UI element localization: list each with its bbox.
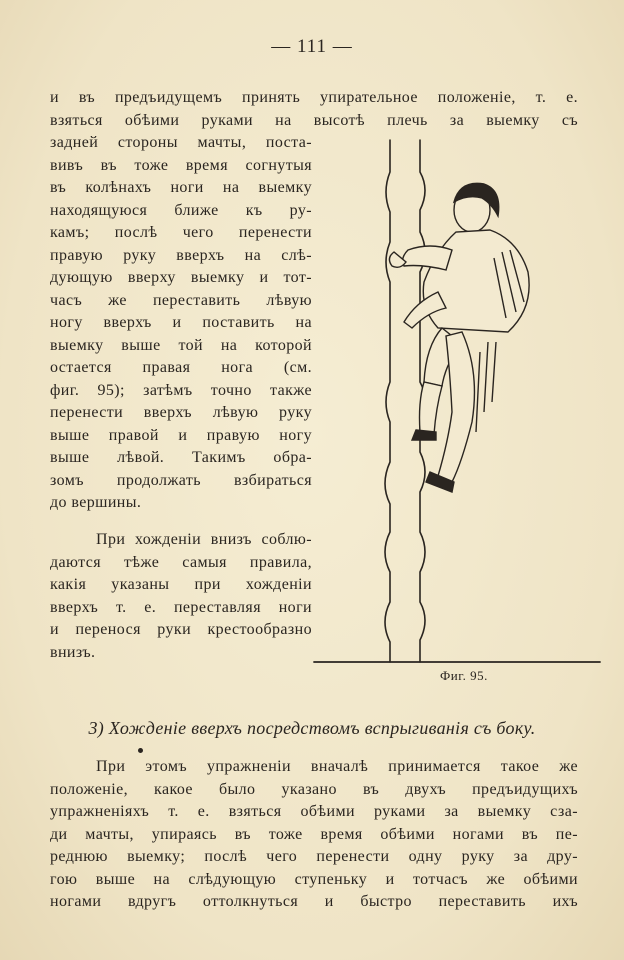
text-line: фиг. 95); затѣмъ точно также xyxy=(50,381,312,399)
text-line: При хожденiи внизъ соблю- xyxy=(96,531,312,548)
text-line: правую руку вверхъ на слѣ- xyxy=(50,246,312,264)
text-line: до вершины. xyxy=(50,494,142,511)
text-line: даются тѣже самыя правила, xyxy=(50,553,312,571)
text-line: остается правая нога (см. xyxy=(50,359,312,376)
text-line: выемку выше той на которой xyxy=(50,336,312,354)
paragraph-section-3 xyxy=(50,756,578,914)
text-line: задней стороны мачты, поста- xyxy=(50,134,312,151)
text-line: перенести вверхъ лѣвую руку xyxy=(50,404,312,421)
text-line: какiя указаны при хожденiи xyxy=(50,576,312,593)
text-line: камъ; послѣ чего перенести xyxy=(50,224,312,241)
text-line: дующую вверху выемку и тот- xyxy=(50,269,312,286)
text-line: и перенося руки крестообразно xyxy=(50,621,312,638)
paragraph-top xyxy=(50,87,578,132)
text-line: въ колѣнахъ ноги на выемку xyxy=(50,179,312,196)
paragraph-descending xyxy=(50,529,312,664)
ink-dot xyxy=(138,748,143,753)
section-heading: 3) Хожденiе вверхъ посредствомъ вспрыгиванiя съ боку. xyxy=(88,718,536,738)
text-line: При этомъ упражненiи вначалѣ принимается такое же xyxy=(96,758,578,775)
text-line: и въ предъидущемъ принять упирательное положенiе, т. е. xyxy=(50,89,578,106)
text-line: вивъ въ тоже время согнутыя xyxy=(50,156,312,174)
text-line: упражненiяхъ т. е. взяться обѣими руками за выемку сза- xyxy=(50,803,578,820)
text-line: гою выше на слѣдующую ступеньку и тотчасъ же обѣими xyxy=(50,870,578,888)
text-line: ногу вверхъ и поставить на xyxy=(50,314,312,331)
text-line: зомъ продолжать взбираться xyxy=(50,471,312,489)
figure-climbing-mast xyxy=(312,132,602,692)
text-line: ногами вдругъ оттолкнуться и быстро переставить ихъ xyxy=(50,893,578,910)
text-line: часъ же переставить лѣвую xyxy=(50,291,312,309)
text-line: находящуюся ближе къ ру- xyxy=(50,201,312,219)
text-line: взяться обѣими руками на высотѣ плечь за выемку съ xyxy=(50,111,578,129)
text-line: вверхъ т. е. переставляя ноги xyxy=(50,598,312,616)
text-line: положенiе, какое было указано въ двухъ предъидущихъ xyxy=(50,780,578,798)
page-number: — 111 — xyxy=(271,36,353,57)
text-line: реднюю выемку; послѣ чего перенести одну руку за дру- xyxy=(50,848,578,865)
text-line: внизъ. xyxy=(50,643,96,661)
text-line: выше лѣвой. Такимъ обра- xyxy=(50,449,312,466)
text-line: выше правой и правую ногу xyxy=(50,426,312,444)
figure-caption: Фиг. 95. xyxy=(440,668,488,683)
text-line: ди мачты, упираясь въ тоже время обѣими ногами въ пе- xyxy=(50,825,578,843)
paragraph-wrapped xyxy=(50,132,312,515)
